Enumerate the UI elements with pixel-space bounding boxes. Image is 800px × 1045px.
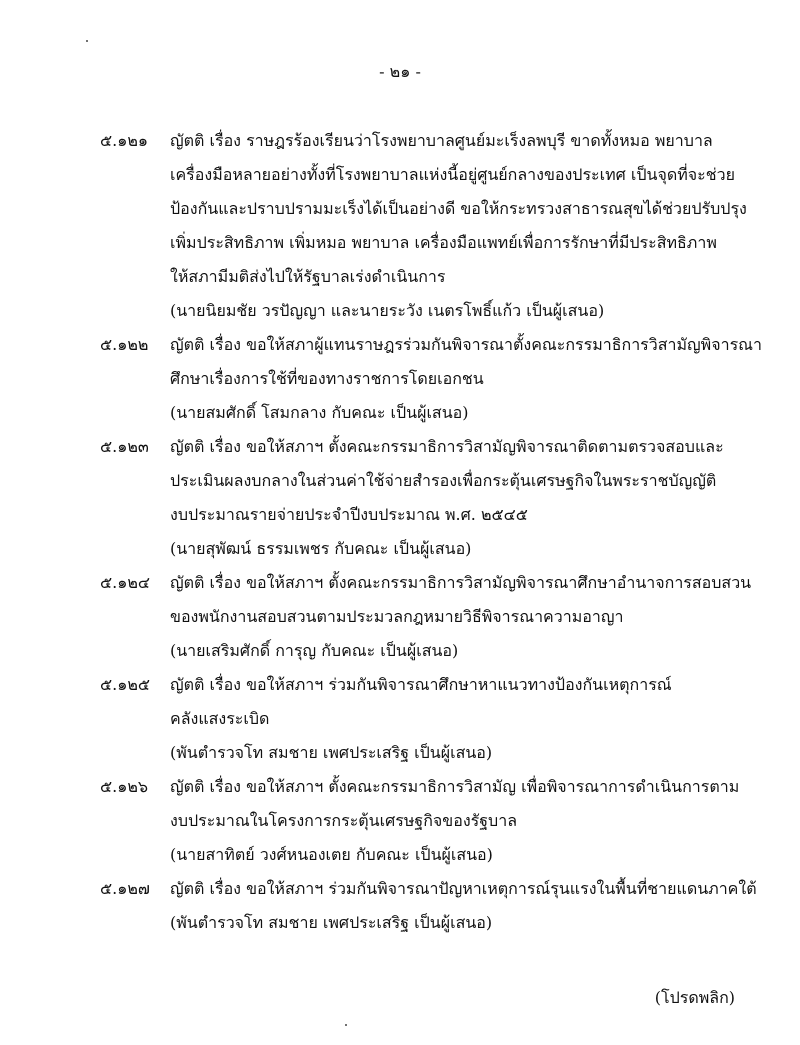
motion-line: ของพนักงานสอบสวนตามประมวลกฎหมายวิธีพิจารณาความอาญา <box>170 607 624 626</box>
motion-entry <box>0 668 800 770</box>
motion-line: ญัตติ เรื่อง ขอให้สภาฯ ตั้งคณะกรรมาธิการวิสามัญพิจารณาติดตามตรวจสอบและ <box>170 437 724 456</box>
motion-entry <box>0 872 800 940</box>
motion-entry <box>0 430 800 566</box>
motion-entry <box>0 770 800 872</box>
motion-number: ๕.๑๒๗ <box>100 879 150 898</box>
motion-line: ให้สภามีมติส่งไปให้รัฐบาลเร่งดำเนินการ <box>170 267 446 286</box>
motion-text <box>170 430 770 566</box>
motion-number: ๕.๑๒๒ <box>100 335 149 354</box>
motion-line: ญัตติ เรื่อง ราษฎรร้องเรียนว่าโรงพยาบาลศูนย์มะเร็งลพบุรี ขาดทั้งหมอ พยาบาล <box>170 131 713 150</box>
motion-entry <box>0 566 800 668</box>
scan-speck <box>345 1024 347 1026</box>
motion-line: ญัตติ เรื่อง ขอให้สภาฯ ตั้งคณะกรรมาธิการวิสามัญพิจารณาศึกษาอำนาจการสอบสวน <box>170 573 752 592</box>
motion-line: เครื่องมือหลายอย่างทั้งที่โรงพยาบาลแห่งนี้อยู่ศูนย์กลางของประเทศ เป็นจุดที่จะช่วย <box>170 165 735 184</box>
motion-line: ญัตติ เรื่อง ขอให้สภาฯ ร่วมกันพิจารณาปัญหาเหตุการณ์รุนแรงในพื้นที่ชายแดนภาคใต้ <box>170 879 757 898</box>
motion-list <box>0 124 800 940</box>
motion-line: ป้องกันและปราบปรามมะเร็งได้เป็นอย่างดี ขอให้กระทรวงสาธารณสุขได้ช่วยปรับปรุง <box>170 199 747 218</box>
motion-number: ๕.๑๒๕ <box>100 675 151 694</box>
motion-text <box>170 124 770 328</box>
motion-line: เพิ่มประสิทธิภาพ เพิ่มหมอ พยาบาล เครื่องมือแพทย์เพื่อการรักษาที่มีประสิทธิภาพ <box>170 233 717 252</box>
motion-proposer: (พันตำรวจโท สมชาย เพศประเสริฐ เป็นผู้เสนอ) <box>170 913 493 932</box>
motion-number: ๕.๑๒๖ <box>100 777 149 796</box>
motion-line: ญัตติ เรื่อง ขอให้สภาฯ ร่วมกันพิจารณาศึกษาหาแนวทางป้องกันเหตุการณ์ <box>170 675 672 694</box>
motion-text <box>170 566 770 668</box>
motion-line: ประเมินผลงบกลางในส่วนค่าใช้จ่ายสำรองเพื่อกระตุ้นเศรษฐกิจในพระราชบัญญัติ <box>170 471 717 490</box>
motion-line: ญัตติ เรื่อง ขอให้สภาฯ ตั้งคณะกรรมาธิการวิสามัญ เพื่อพิจารณาการดำเนินการตาม <box>170 777 740 796</box>
motion-line: งบประมาณรายจ่ายประจำปีงบประมาณ พ.ศ. ๒๕๔๕ <box>170 505 528 524</box>
motion-entry <box>0 328 800 430</box>
motion-proposer: (พันตำรวจโท สมชาย เพศประเสริฐ เป็นผู้เสนอ) <box>170 743 493 762</box>
motion-text <box>170 872 770 940</box>
motion-number: ๕.๑๒๓ <box>100 437 149 456</box>
motion-text <box>170 668 770 770</box>
motion-proposer: (นายเสริมศักดิ์ การุญ กับคณะ เป็นผู้เสนอ) <box>170 641 459 660</box>
motion-line: ศึกษาเรื่องการใช้ที่ของทางราชการโดยเอกชน <box>170 369 484 388</box>
motion-line: คลังแสงระเบิด <box>170 709 270 728</box>
motion-text <box>170 770 770 872</box>
motion-proposer: (นายนิยมชัย วรปัญญา และนายระวัง เนตรโพธิ์แก้ว เป็นผู้เสนอ) <box>170 301 605 320</box>
motion-proposer: (นายสาทิตย์ วงศ์หนองเตย กับคณะ เป็นผู้เสนอ) <box>170 845 493 864</box>
motion-line: งบประมาณในโครงการกระตุ้นเศรษฐกิจของรัฐบาล <box>170 811 517 830</box>
motion-number: ๕.๑๒๔ <box>100 573 151 592</box>
scan-speck <box>86 40 88 42</box>
motion-proposer: (นายสมศักดิ์ โสมกลาง กับคณะ เป็นผู้เสนอ) <box>170 403 469 422</box>
motion-proposer: (นายสุพัฒน์ ธรรมเพชร กับคณะ เป็นผู้เสนอ) <box>170 539 472 558</box>
please-turn-over-note: (โปรดพลิก) <box>654 988 735 1007</box>
motion-text <box>170 328 770 430</box>
motion-entry <box>0 124 800 328</box>
motion-number: ๕.๑๒๑ <box>100 131 149 150</box>
page-number: - ๒๑ - <box>379 62 421 81</box>
motion-line: ญัตติ เรื่อง ขอให้สภาผู้แทนราษฎรร่วมกันพิจารณาตั้งคณะกรรมาธิการวิสามัญพิจารณา <box>170 335 763 354</box>
